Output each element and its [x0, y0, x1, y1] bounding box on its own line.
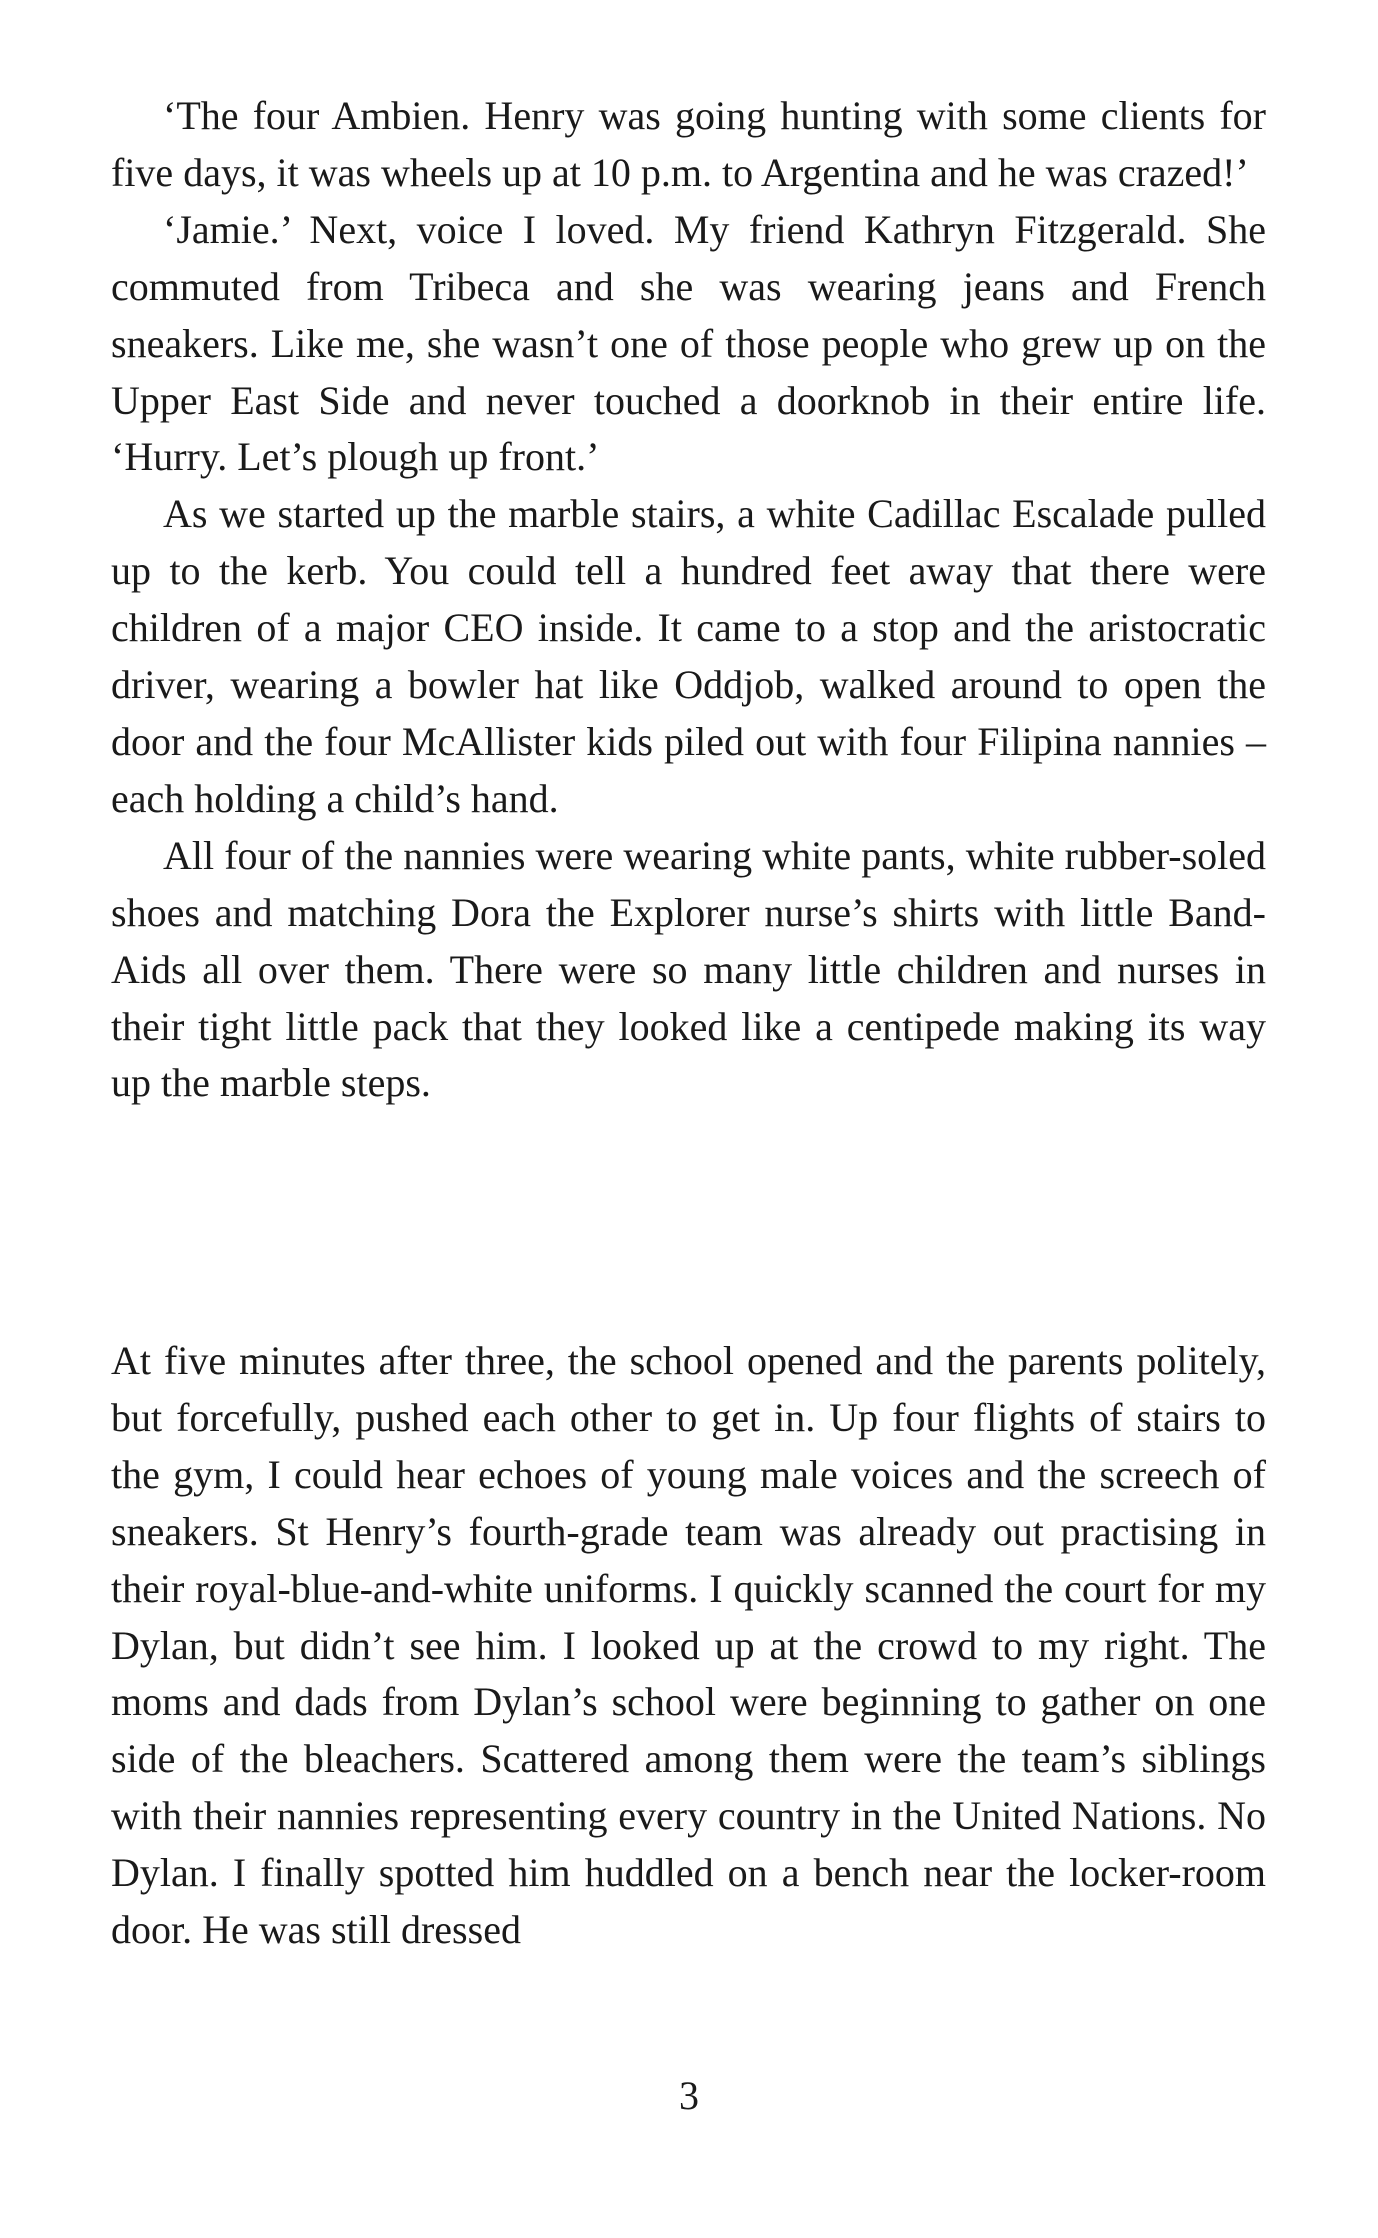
page-number: 3: [679, 2073, 699, 2118]
paragraph: All four of the nannies were wearing white pants, white rubber-soled shoes and matching Dora the Explorer nurse’s shirts with little Band-Aids all over them. There were so many little children and nurses in their tight little pack that they looked like a centipede making its way up the marble steps.: [111, 832, 1266, 1106]
text-section-2: [111, 1333, 1266, 1959]
paragraph: ‘Jamie.’ Next, voice I loved. My friend Kathryn Fitzgerald. She commuted from Tribeca and she was wearing jeans and French sneakers. Like me, she wasn’t one of those people who grew up on the Upper East Side and never touched a doorknob in their entire life. ‘Hurry. Let’s plough up front.’: [111, 206, 1266, 480]
text-section-1: [111, 88, 1266, 1112]
paragraph: At five minutes after three, the school opened and the parents politely, but forcefully, pushed each other to get in. Up four flights of stairs to the gym, I could hear echoes of young male voices and the screech of sneakers. St Henry’s fourth-grade team was already out practising in their royal-blue-and-white uniforms. I quickly scanned the court for my Dylan, but didn’t see him. I looked up at the crowd to my right. The moms and dads from Dylan’s school were beginning to gather on one side of the bleachers. Scattered among them were the team’s siblings with their nannies representing every country in the United Nations. No Dylan. I finally spotted him huddled on a bench near the locker-room door. He was still dressed: [111, 1338, 1266, 1953]
paragraph: ‘The four Ambien. Henry was going hunting with some clients for five days, it was wheels up at 10 p.m. to Argentina and he was crazed!’: [111, 93, 1266, 195]
paragraph: As we started up the marble stairs, a white Cadillac Escalade pulled up to the kerb. You could tell a hundred feet away that there were children of a major CEO inside. It came to a stop and the aristocratic driver, wearing a bowler hat like Oddjob, walked around to open the door and the four McAllister kids piled out with four Filipina nannies – each holding a child’s hand.: [111, 491, 1266, 821]
